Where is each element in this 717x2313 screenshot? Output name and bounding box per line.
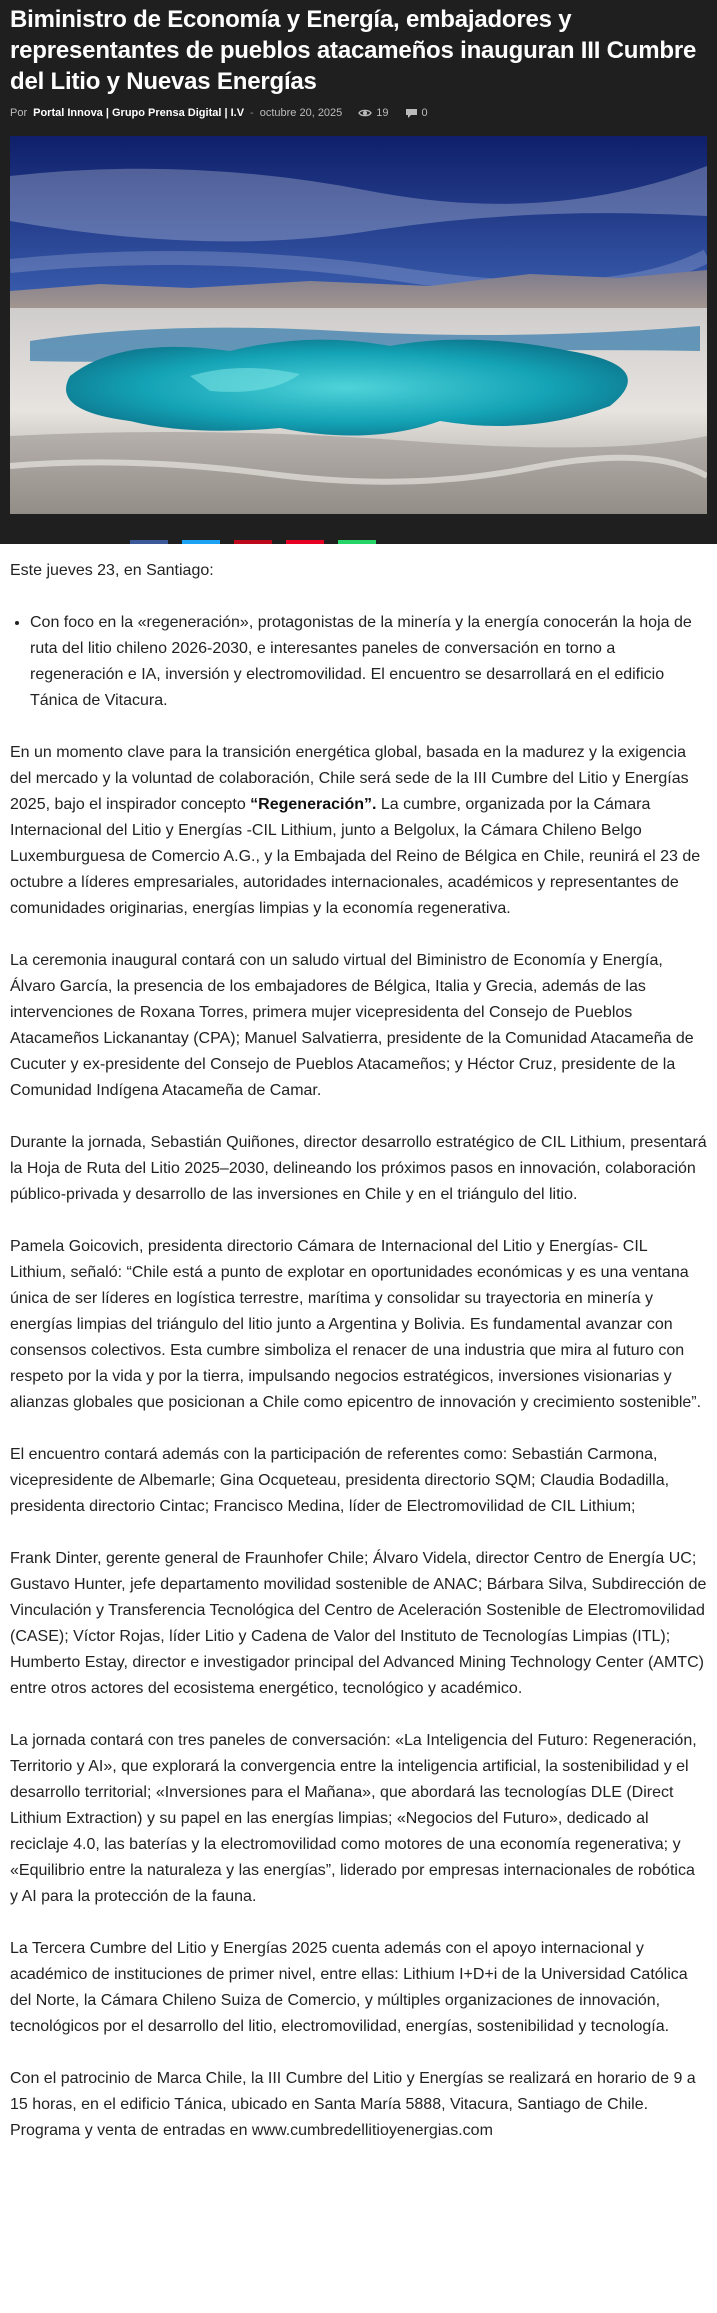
paragraph-6: Frank Dinter, gerente general de Fraunhofer Chile; Álvaro Videla, director Centro de Energía UC; Gustavo Hunter, jefe departamento movilidad sostenible de ANAC; Bárbara Silva, Subdirección de Vinculación y Transferencia Tecnológica del Centro de Aceleración Sostenible de Electromovilidad (CASE); Víctor Rojas, líder Litio y Cadena de Valor del Instituto de Tecnologías Limpias (ITL); Humberto Estay, director e investigador principal del Advanced Mining Technology Center (AMTC) entre otros actores del ecosistema energético, tecnológico y académico. [10,1550,707,1697]
paragraph-3: Durante la jornada, Sebastián Quiñones, director desarrollo estratégico de CIL Lithium, presentará la Hoja de Ruta del Litio 2025–2030, delineando los próximos pasos en innovación, colaboración público-privada y desarrollo de las inversiones en Chile y en el triángulo del litio. [10,1134,707,1203]
paragraph-1-text-b: La cumbre, organizada por la Cámara Internacional del Litio y Energías -CIL Lithium, junto a Belgolux, la Cámara Chileno Belgo Luxemburguesa de Comercio A.G., y la Embajada del Reino de Bélgica en Chile, reunirá el 23 de octubre a líderes empresariales, autoridades internacionales, académicos y representantes de comunidades originarias, energías limpias y la economía regenerativa. [10,796,701,917]
article-header [0,0,717,136]
intro-paragraph: Este jueves 23, en Santiago: [10,562,214,579]
facebook-share-button[interactable] [130,540,168,544]
eye-icon [358,108,372,118]
paragraph-5: El encuentro contará además con la participación de referentes como: Sebastián Carmona, vicepresidente de Albemarle; Gina Ocqueteau, presidenta directorio SQM; Claudia Bodadilla, presidenta directorio Cintac; Francisco Medina, líder de Electromovilidad de CIL Lithium; [10,1446,670,1515]
views-value: 19 [376,107,389,119]
comment-icon [405,108,418,119]
paragraph-2: La ceremonia inaugural contará con un saludo virtual del Biministro de Economía y Energía, Álvaro García, la presencia de los embajadores de Bélgica, Italia y Grecia, además de las intervenciones de Roxana Torres, primera mujer vicepresidenta del Consejo de Pueblos Atacameños Lickanantay (CPA); Manuel Salvatierra, presidente de la Comunidad Atacameña de Cucuter y ex-presidente del Consejo de Pueblos Atacameños; y Héctor Cruz, presidente de la Comunidad Indígena Atacameña de Camar. [10,952,694,1099]
by-label: Por [10,107,28,119]
pinterest-share-button[interactable] [234,540,272,544]
twitter-share-button[interactable] [182,540,220,544]
share-bar [130,540,390,544]
paragraph-1 [10,740,707,922]
article-meta [10,107,707,119]
meta-separator: - [250,107,254,119]
article-title: Biministro de Economía y Energía, embajadores y representantes de pueblos atacameños inauguran III Cumbre del Litio y Nuevas Energías [10,6,697,95]
paragraph-9: Con el patrocinio de Marca Chile, la III Cumbre del Litio y Energías se realizará en horario de 9 a 15 horas, en el edificio Tánica, ubicado en Santa María 5888, Vitacura, Santiago de Chile. Programa y venta de entradas en www.cumbredellitioyenergias.com [10,2070,696,2139]
hero-section [0,136,717,544]
paragraph-7: La jornada contará con tres paneles de conversación: «La Inteligencia del Futuro: Regeneración, Territorio y AI», que explorará la convergencia entre la inteligencia artificial, la sostenibilidad y el desarrollo territorial; «Inversiones para el Mañana», que abordará las tecnologías DLE (Direct Lithium Extraction) y su papel en las energías limpias; «Negocios del Futuro», dedicado al reciclaje 4.0, las baterías y la electromovilidad como motores de una economía regenerativa; y «Equilibrio entre la naturaleza y las energías”, liderado por empresas internacionales de robótica y AI para la protección de la fauna. [10,1732,697,1905]
email-share-button[interactable] [286,540,324,544]
article-date: octubre 20, 2025 [259,107,343,119]
author-link[interactable]: Portal Innova | Grupo Prensa Digital | I.V [33,107,245,119]
paragraph-4: Pamela Goicovich, presidenta directorio Cámara de Internacional del Litio y Energías- CIL Lithium, señaló: “Chile está a punto de explotar en oportunidades económicas y es una ventana única de ser líderes en logística terrestre, marítima y consolidar su trayectoria en minería y energías limpias del triángulo del litio junto a Argentina y Bolivia. Es fundamental avanzar con consensos colectivos. Esta cumbre simboliza el renacer de una industria que mira al futuro con respeto por la vida y por la tierra, impulsando negocios estratégicos, inversiones visionarias y alianzas globales que posicionan a Chile como epicentro de innovación y crecimiento sostenible”. [10,1238,702,1411]
regeneracion-highlight: “Regeneración”. [250,796,377,813]
views-count [358,107,388,119]
paragraph-1-text-a: En un momento clave para la transición energética global, basada en la madurez y la exigencia del mercado y la voluntad de colaboración, Chile será sede de la III Cumbre del Litio y Energías 2025, bajo el inspirador concepto [10,744,689,813]
article-body [0,544,717,2144]
highlight-list [10,610,707,714]
paragraph-8: La Tercera Cumbre del Litio y Energías 2025 cuenta además con el apoyo internacional y académico de instituciones de primer nivel, entre ellas: Lithium I+D+i de la Universidad Católica del Norte, la Cámara Chileno Suiza de Comercio, y múltiples organizaciones de innovación, tecnológicos por el desarrollo del litio, electromovilidad, energías, sostenibilidad y tecnología. [10,1940,688,2035]
comments-count[interactable] [405,107,428,119]
comments-value: 0 [421,107,428,119]
whatsapp-share-button[interactable] [338,540,376,544]
hero-image [10,136,707,514]
highlight-item: • Con foco en la «regeneración», protagonistas de la minería y la energía conocerán la hoja de ruta del litio chileno 2026-2030, e interesantes paneles de conversación en torno a regeneración e IA, inversión y electromovilidad. El encuentro se desarrollará en el edificio Tánica de Vitacura. [30,610,707,714]
